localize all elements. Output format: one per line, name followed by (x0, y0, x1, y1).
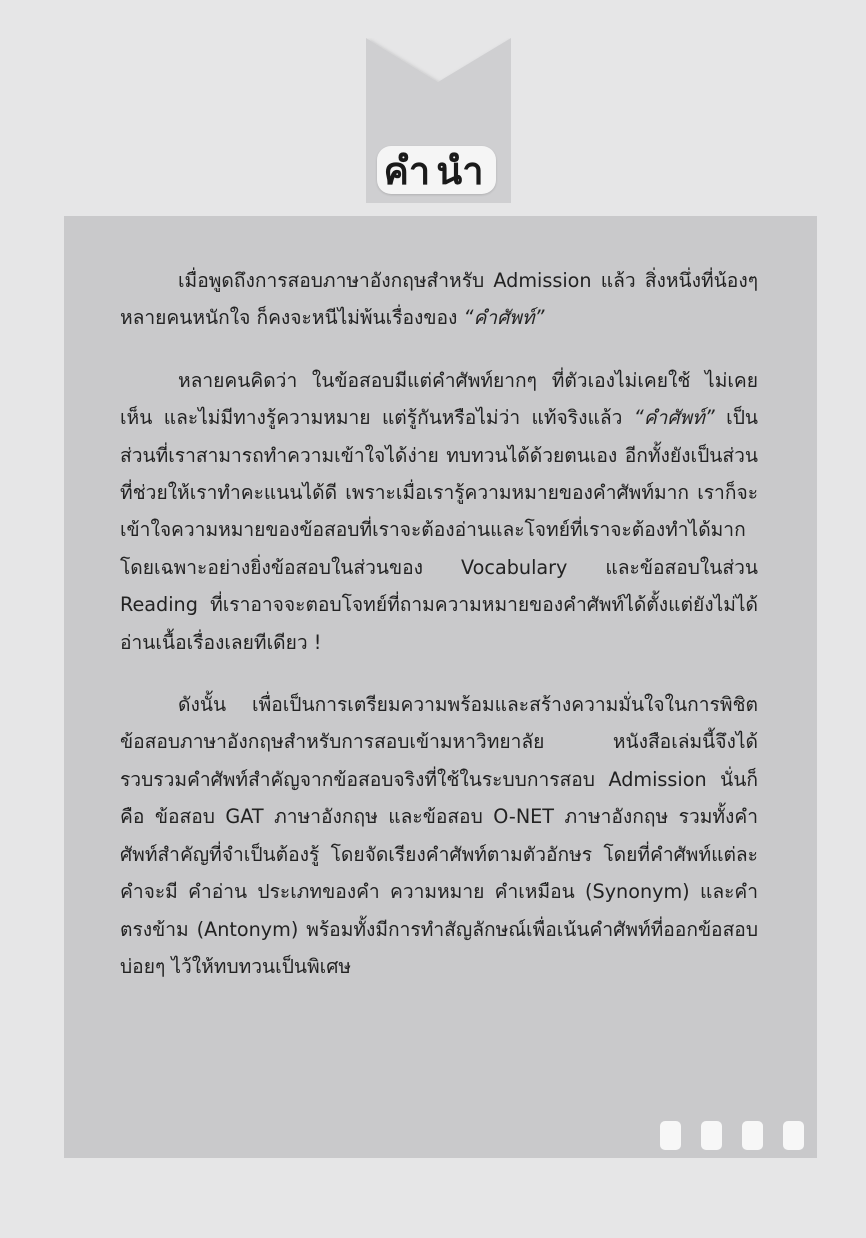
paragraph-text: เมื่อพูดถึงการสอบภาษาอังกฤษสำหรับ Admission แล้ว สิ่งหนึ่งที่น้องๆ หลายคนหนักใจ ก็คงจะหนีไม่พ้นเรื่องของ (120, 269, 758, 330)
decorative-squares (660, 1121, 804, 1150)
decorative-square (660, 1121, 681, 1150)
emphasized-term: “คำศัพท์” (633, 406, 715, 430)
paragraph (120, 686, 758, 985)
emphasized-term: “คำศัพท์” (463, 306, 545, 330)
paragraph-text: ดังนั้น เพื่อเป็นการเตรียมความพร้อมและสร้างความมั่นใจในการพิชิตข้อสอบภาษาอังกฤษสำหรับการสอบเข้ามหาวิทยาลัย หนังสือเล่มนี้จึงได้รวบรวมคำศัพท์สำคัญจากข้อสอบจริงที่ใช้ในระบบการสอบ Admission นั่นก็คือ ข้อสอบ GAT ภาษาอังกฤษ และข้อสอบ O-NET ภาษาอังกฤษ รวมทั้งคำศัพท์สำคัญที่จำเป็นต้องรู้ โดยจัดเรียงคำศัพท์ตามตัวอักษร โดยที่คำศัพท์แต่ละคำจะมี คำอ่าน ประเภทของคำ ความหมาย คำเหมือน (Synonym) และคำตรงข้าม (Antonym) พร้อมทั้งมีการทำสัญลักษณ์เพื่อเน้นคำศัพท์ที่ออกข้อสอบบ่อยๆ ไว้ให้ทบทวนเป็นพิเศษ (120, 693, 758, 978)
decorative-square (783, 1121, 804, 1150)
decorative-square (742, 1121, 763, 1150)
page-title: คำนำ (377, 146, 496, 194)
preface-body (120, 262, 758, 1010)
paragraph-text: หลายคนคิดว่า ในข้อสอบมีแต่คำศัพท์ยากๆ ที่ตัวเองไม่เคยใช้ ไม่เคยเห็น และไม่มีทางรู้ความหมาย แต่รู้กันหรือไม่ว่า แท้จริงแล้ว (120, 368, 758, 430)
decorative-square (701, 1121, 722, 1150)
paragraph (120, 362, 758, 661)
paragraph-text: เป็นส่วนที่เราสามารถทำความเข้าใจได้ง่าย ทบทวนได้ด้วยตนเอง อีกทั้งยังเป็นส่วนที่ช่วยให้เราทำคะแนนได้ดี เพราะเมื่อเรารู้ความหมายของคำศัพท์มาก เราก็จะเข้าใจความหมายของข้อสอบที่เราจะต้องอ่านและโจทย์ที่เราจะต้องทำได้มาก โดยเฉพาะอย่างยิ่งข้อสอบในส่วนของ Vocabulary และข้อสอบในส่วน Reading ที่เราอาจจะตอบโจทย์ที่ถามความหมายของคำศัพท์ได้ตั้งแต่ยังไม่ได้อ่านเนื้อเรื่องเลยทีเดียว ! (120, 406, 758, 654)
paragraph (120, 262, 758, 337)
